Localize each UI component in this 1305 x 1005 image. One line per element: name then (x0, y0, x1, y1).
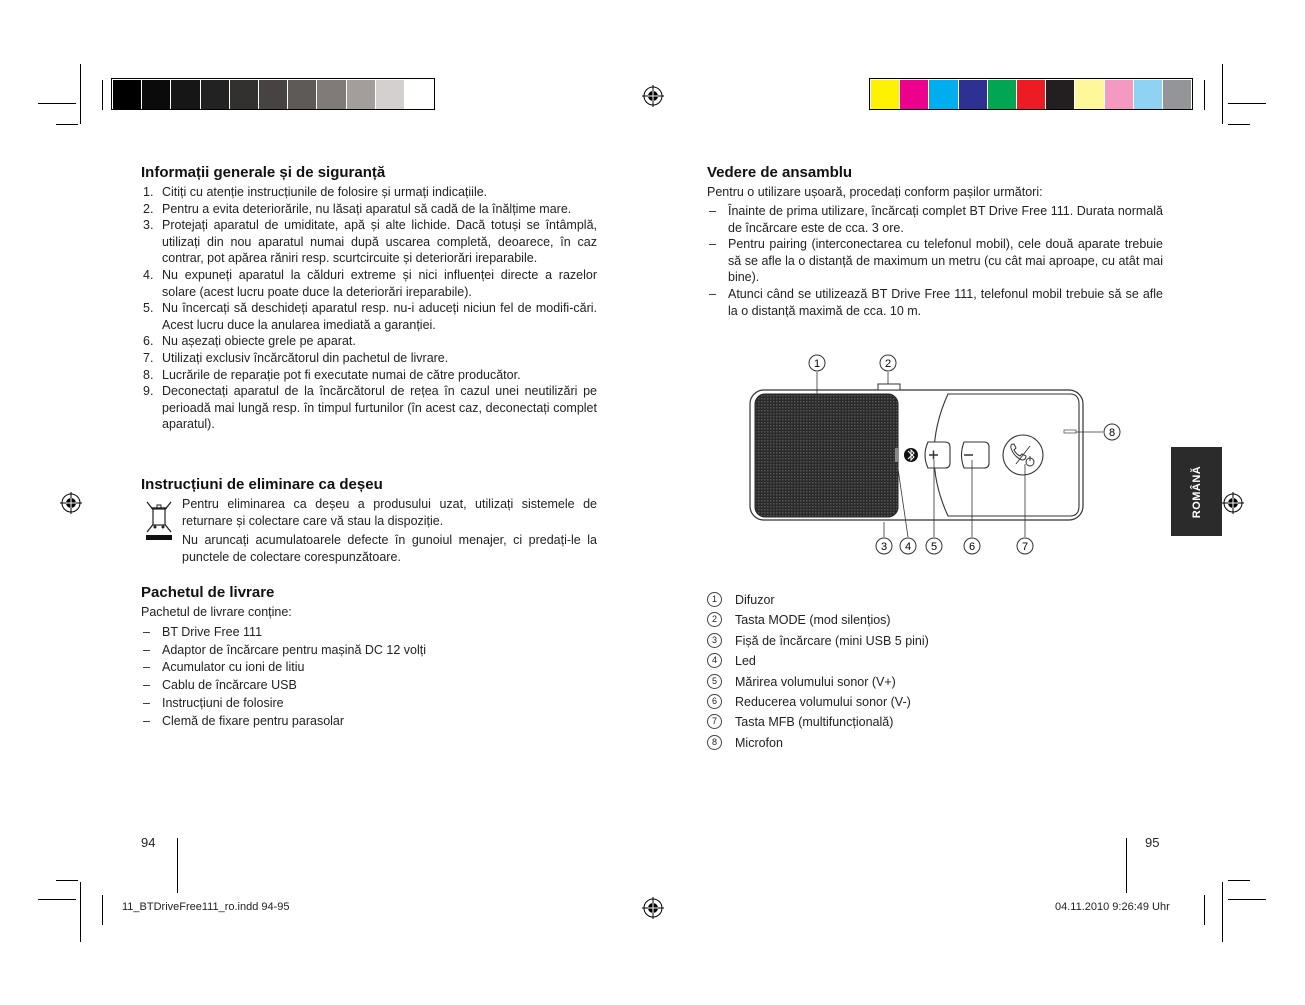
registration-mark-icon (642, 897, 664, 919)
overview-item: – Atunci când se utilizează BT Drive Free 111, telefonul mobil trebuie să se afle la o distanță maximă de cca. 10 m. (709, 286, 1163, 318)
overview-item-text: Înainte de prima utilizare, încărcați complet BT Drive Free 111. Durata normală de încărcare este de cca. 3 ore. (728, 204, 1163, 235)
callout-5 (926, 538, 942, 554)
safety-item-text: Protejați aparatul de umiditate, apă și alte lichide. Dacă totuși se întâmplă, utilizați din nou aparatul numai după uscarea completă, deoarece, în caz contrar, pot apărea răniri resp. scurtcircuite și deteriorări ireparabile. (162, 218, 597, 266)
package-list (141, 624, 597, 730)
svg-text:4: 4 (904, 541, 912, 553)
package-item-text: Instrucțiuni de folosire (162, 695, 284, 710)
svg-text:1: 1 (813, 358, 821, 370)
legend-label: Mărirea volumului sonor (V+) (735, 674, 896, 689)
safety-item (141, 333, 597, 350)
legend-number: 4 (707, 653, 722, 668)
svg-text:8: 8 (1108, 427, 1116, 439)
callout-4 (900, 538, 916, 554)
crossed-bin-icon (144, 499, 174, 544)
safety-item-number: 1. (143, 185, 154, 199)
safety-item-number: 7. (143, 350, 154, 365)
legend-label: Difuzor (735, 593, 775, 607)
svg-text:5: 5 (930, 541, 938, 553)
svg-text:3: 3 (880, 541, 888, 553)
safety-item-number: 3. (143, 218, 154, 233)
legend-label: Tasta MFB (multifuncțională) (735, 715, 894, 730)
page-number-right: 95 (1145, 835, 1160, 850)
disposal-paragraph-1: Pentru eliminarea ca deșeu a produsului uzat, utilizați sistemele de returnare și colectare care vă stau la dispoziție. (182, 497, 597, 528)
mfb-button (1003, 435, 1043, 475)
disposal-heading: Instrucțiuni de eliminare ca deșeu (141, 476, 383, 493)
safety-item-text: Pentru a evita deteriorările, nu lăsați aparatul să cadă de la înălțime mare. (162, 201, 572, 216)
safety-item (141, 350, 597, 367)
registration-mark-icon (60, 492, 82, 514)
callout-3 (876, 538, 892, 554)
safety-item (141, 300, 597, 333)
legend-number: 7 (707, 714, 722, 729)
package-item-text: Adaptor de încărcare pentru mașină DC 12 volți (162, 642, 427, 657)
package-item: – Acumulator cu ioni de litiu (143, 660, 305, 675)
legend-label: Microfon (735, 735, 783, 750)
overview-intro: Pentru o utilizare ușoară, procedați conform pașilor următori: (707, 185, 1043, 199)
callout-8 (1104, 424, 1120, 440)
legend-number: 6 (707, 694, 722, 709)
package-item: – Cablu de încărcare USB (143, 678, 297, 693)
microphone (1064, 430, 1076, 433)
overview-heading: Vedere de ansamblu (707, 164, 853, 181)
volume-down-button (962, 442, 990, 468)
legend-number: 5 (707, 674, 722, 689)
safety-item (141, 367, 597, 384)
legend-number: 8 (707, 735, 722, 750)
footer-file: 11_BTDriveFree111_ro.indd 94-95 (122, 901, 290, 913)
safety-item-text: Nu așezați obiecte grele pe aparat. (162, 334, 356, 349)
safety-item-number: 6. (143, 334, 154, 349)
package-item-text: Clemă de fixare pentru parasolar (162, 713, 345, 728)
safety-item-text: Citiți cu atenție instrucțiunile de folosire și urmați indicațiile. (162, 185, 488, 199)
safety-item-text: Utilizați exclusiv încărcătorul din pachetul de livrare. (162, 350, 449, 365)
overview-item: – Înainte de prima utilizare, încărcați complet BT Drive Free 111. Durata normală de încărcare este de cca. 3 ore. (709, 204, 1163, 235)
legend-label: Fișă de încărcare (mini USB 5 pini) (735, 633, 929, 648)
package-intro: Pachetul de livrare conține: (141, 605, 292, 619)
callout-7 (1017, 538, 1033, 554)
callout-2 (880, 355, 896, 371)
safety-heading: Informații generale și de siguranță (141, 164, 386, 181)
svg-text:2: 2 (884, 358, 892, 370)
safety-item-text: Lucrările de reparație pot fi executate numai de către producător. (162, 367, 521, 382)
safety-list (141, 184, 597, 433)
led (895, 448, 898, 462)
legend-label: Tasta MODE (mod silențios) (735, 613, 891, 628)
svg-text:6: 6 (968, 541, 976, 553)
safety-item-number: 5. (143, 301, 154, 316)
safety-item-text: Nu încercați să deschideți aparatul resp. nu-i aduceți niciun fel de modifi-cări. Acest lucru duce la anularea imediată a garanției. (162, 301, 597, 332)
safety-item (141, 184, 597, 201)
language-tab-label: ROMÂNĂ (1190, 465, 1203, 518)
safety-item (141, 267, 597, 300)
device-diagram (740, 350, 1130, 565)
safety-item-number: 9. (143, 384, 154, 399)
legend-label: Reducerea volumului sonor (V-) (735, 695, 911, 709)
disposal-text (182, 496, 597, 565)
bluetooth-icon (904, 448, 918, 462)
language-tab (1171, 447, 1222, 536)
safety-item-text: Deconectați aparatul de la încărcătorul de rețea în cazul unei neutilizări pe perioadă mai lungă resp. în timpul furtunilor (în acest caz, deconectați complet aparatul). (162, 384, 597, 432)
package-item: – Adaptor de încărcare pentru mașină DC 12 volți (143, 642, 427, 657)
safety-item (141, 217, 597, 267)
package-item: – BT Drive Free 111 (143, 625, 263, 639)
safety-item-text: Nu expuneți aparatul la călduri extreme și nici influenței directe a razelor solare (acest lucru poate duce la deteriorări ireparabile). (162, 267, 597, 299)
callout-6 (964, 538, 980, 554)
safety-item (141, 383, 597, 433)
disposal-paragraph-2: Nu aruncați acumulatoarele defecte în gunoiul menajer, ci predați-le la punctele de colectare corespunzătoare. (182, 533, 597, 564)
volume-up-button (925, 442, 950, 468)
safety-item (141, 201, 597, 218)
safety-item-number: 8. (143, 367, 154, 382)
package-item-text: Cablu de încărcare USB (162, 678, 297, 693)
legend-number: 1 (707, 592, 722, 607)
package-heading: Pachetul de livrare (141, 584, 275, 601)
overview-list (707, 203, 1163, 319)
package-item-text: BT Drive Free 111 (162, 625, 263, 639)
svg-text:7: 7 (1021, 541, 1029, 553)
legend-number: 3 (707, 633, 722, 648)
overview-item: – Pentru pairing (interconectarea cu telefonul mobil), cele două aparate trebuie să se afle la o distanță de maximum un metru (cu cât mai aproape, cu atât mai bine). (709, 237, 1163, 285)
registration-mark-icon (642, 85, 664, 107)
page-number-left: 94 (141, 835, 156, 850)
color-bar-frame (869, 78, 1193, 110)
safety-item-number: 4. (143, 267, 154, 282)
package-item: – Instrucțiuni de folosire (143, 695, 284, 710)
footer-date: 04.11.2010 9:26:49 Uhr (1055, 901, 1170, 913)
package-item-text: Acumulator cu ioni de litiu (162, 660, 305, 675)
overview-item-text: Atunci când se utilizează BT Drive Free 111, telefonul mobil trebuie să se afle la o distanță maximă de cca. 10 m. (728, 286, 1163, 318)
overview-item-text: Pentru pairing (interconectarea cu telefonul mobil), cele două aparate trebuie să se afle la o distanță de maximum un metru (cu cât mai aproape, cu atât mai bine). (728, 237, 1163, 285)
legend-label: Led (735, 654, 756, 669)
legend-number: 2 (707, 612, 722, 627)
safety-item-number: 2. (143, 201, 154, 216)
package-item: – Clemă de fixare pentru parasolar (143, 713, 345, 728)
speaker-grille (755, 394, 898, 517)
registration-mark-icon (1222, 492, 1244, 514)
color-bar-frame (111, 78, 435, 110)
callout-1 (809, 355, 825, 371)
